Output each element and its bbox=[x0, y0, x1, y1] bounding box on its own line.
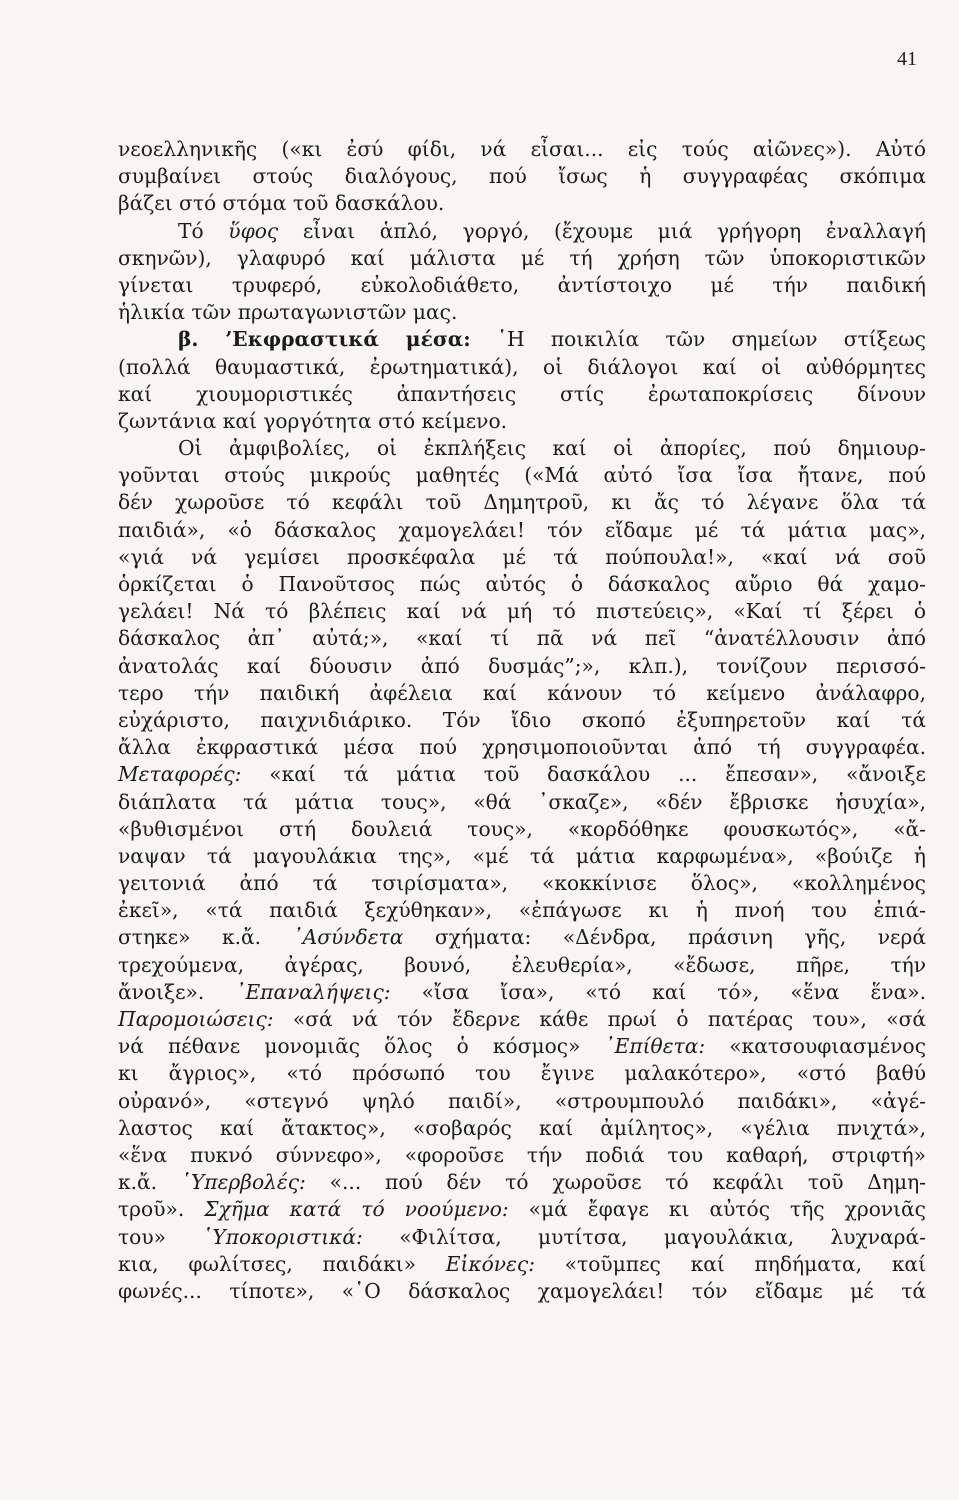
text-line bbox=[118, 1251, 926, 1278]
term-metafores: Μεταφορές: bbox=[118, 762, 242, 787]
text-run: «κατσουφιασμένος bbox=[705, 1034, 926, 1059]
page-number: 41 bbox=[897, 48, 917, 70]
text-line: εὐχάριστο, παιχνιδιάρικο. Τόν ἴδιο σκοπό ἐξυπηρετοῦν καί τά bbox=[118, 707, 926, 732]
text-run: στηκε» κ.ἄ. bbox=[118, 925, 293, 950]
text-run: τροῦ». bbox=[118, 1197, 205, 1222]
text-run: «μά ἔφαγε κι αὐτός τῆς χρονιᾶς bbox=[508, 1197, 926, 1222]
term-epitheta: ᾿Επίθετα: bbox=[604, 1034, 706, 1059]
text-line bbox=[118, 1033, 926, 1060]
term-yperboles: ῾Υπερβολές: bbox=[180, 1170, 306, 1195]
text-run: «ἴσα ἴσα», «τό καί τό», «ἕνα ἕνα». bbox=[390, 979, 926, 1004]
text-run: ἄνοιξε». bbox=[118, 979, 236, 1004]
text-run: «σά νά τόν ἔδερνε κάθε πρωί ὁ πατέρας του», «σά bbox=[273, 1007, 926, 1031]
text-line: «γιά νά γεμίσει προσκέφαλα μέ τά πούπουλα!», «καί νά σοῦ bbox=[118, 544, 926, 569]
term-asyndeta: ᾿Ασύνδετα bbox=[292, 925, 404, 950]
text-line bbox=[118, 1224, 926, 1251]
text-line bbox=[118, 979, 926, 1006]
text-line: ἡλικία τῶν πρωταγωνιστῶν μας. bbox=[118, 300, 458, 325]
text-line: ναψαν τά μαγουλάκια της», «μέ τά μάτια καρφωμένα», «βούιζε ἡ bbox=[118, 843, 926, 868]
term-schima: Σχῆμα κατά τό νοούμενο: bbox=[204, 1197, 509, 1222]
text-run: «τοῦμπες καί πηδήματα, καί bbox=[535, 1251, 926, 1276]
text-line: γελάει! Νά τό βλέπεις καί νά μή τό πιστεύεις», «Καί τί ξέρει ὁ bbox=[118, 599, 926, 624]
text-line bbox=[118, 761, 926, 788]
term-eikones: Εἰκόνες: bbox=[445, 1251, 535, 1276]
text-line: γίνεται τρυφερό, εὐκολοδιάθετο, ἀντίστοιχο μέ τήν παιδική bbox=[118, 272, 926, 297]
text-line: λαστος καί ἄτακτος», «σοβαρός καί ἀμίλητος», «γέλια πνιχτά», bbox=[118, 1115, 926, 1140]
text-line: σκηνῶν), γλαφυρό καί μάλιστα μέ τή χρήση τῶν ὑποκοριστικῶν bbox=[118, 245, 926, 270]
section-heading: β. ’Εκφραστικά μέσα: bbox=[178, 327, 471, 352]
text-line: τερο τήν παιδική ἀφέλεια καί κάνουν τό κείμενο ἀνάλαφρο, bbox=[118, 680, 926, 705]
text-line: ζωντάνια καί γοργότητα στό κείμενο. bbox=[118, 408, 508, 433]
text-line: «βυθισμένοι στή δουλειά τους», «κορδόθηκε φουσκωτός», «ἄ- bbox=[118, 816, 926, 841]
text-line bbox=[118, 1196, 926, 1223]
text-line: ἀνατολάς καί δύουσιν ἀπό δυσμάς”;», κλπ.), τονίζουν περισσό- bbox=[118, 653, 926, 678]
term-paromoioseis: Παρομοιώσεις: bbox=[118, 1007, 274, 1031]
term-yfos: ὕφος bbox=[228, 218, 279, 243]
text-line: διάπλατα τά μάτια τους», «θά ᾽σκαζε», «δέν ἔβρισκε ἡσυχία», bbox=[118, 789, 926, 814]
text-line: παιδιά», «ὁ δάσκαλος χαμογελάει! τόν εἴδαμε μέ τά μάτια μας», bbox=[118, 517, 926, 542]
text-run: ῾Η ποικιλία τῶν σημείων στίξεως bbox=[470, 327, 926, 352]
text-line bbox=[118, 924, 926, 951]
text-line: κι ἄγριος», «τό πρόσωπό του ἔγινε μαλακότερο», «στό βαθύ bbox=[118, 1061, 926, 1086]
text-line: βάζει στό στόμα τοῦ δασκάλου. bbox=[118, 191, 445, 216]
text-line: συμβαίνει στούς διαλόγους, πού ἴσως ἡ συγγραφέας σκόπιμα bbox=[118, 164, 926, 189]
text-line: δέν χωροῦσε τό κεφάλι τοῦ Δημητροῦ, κι ἄς τό λέγανε ὅλα τά bbox=[118, 490, 926, 515]
text-run: σχήματα: «Δένδρα, πράσινη γῆς, νερά bbox=[403, 925, 926, 950]
text-line bbox=[118, 218, 926, 245]
term-epanalipseis: ᾿Επαναλήψεις: bbox=[235, 979, 391, 1004]
text-line: ἄλλα ἐκφραστικά μέσα πού χρησιμοποιοῦνται ἀπό τή συγγραφέα. bbox=[118, 735, 926, 760]
text-run: κια, φωλίτσες, παιδάκι» bbox=[118, 1251, 446, 1276]
text-run: του» bbox=[118, 1224, 203, 1249]
text-run: Τό bbox=[178, 218, 229, 243]
text-run: «καί τά μάτια τοῦ δασκάλου ... ἔπεσαν», «ἄνοιξε bbox=[241, 762, 926, 787]
text-line: «ἕνα πυκνό σύννεφο», «φοροῦσε τήν ποδιά του καθαρή, στριφτή» bbox=[118, 1142, 926, 1167]
text-run: κ.ἄ. bbox=[118, 1170, 181, 1195]
text-line: ἐκεῖ», «τά παιδιά ξεχύθηκαν», «ἐπάγωσε κι ἡ πνοή του ἐπιά- bbox=[118, 898, 926, 923]
text-line: φωνές... τίποτε», «῾Ο δάσκαλος χαμογελάει! τόν εἴδαμε μέ τά bbox=[118, 1278, 926, 1303]
text-line: γειτονιά ἀπό τά τσιρίσματα», «κοκκίνισε ὅλος», «κολλημένος bbox=[118, 871, 926, 896]
text-run: νά πέθανε μονομιᾶς ὅλος ὁ κόσμος» bbox=[118, 1034, 605, 1059]
text-run: εἶναι ἁπλό, γοργό, (ἔχουμε μιά γρήγορη ἐναλλαγή bbox=[278, 218, 926, 243]
text-line bbox=[118, 1006, 926, 1033]
text-line: ὁρκίζεται ὁ Πανοῦτσος πώς αὐτός ὁ δάσκαλος αὔριο θά χαμο- bbox=[118, 572, 926, 596]
text-line: νεοελληνικῆς («κι ἐσύ φίδι, νά εἶσαι... εἰς τούς αἰῶνες»). Αὐτό bbox=[118, 137, 926, 161]
text-line: δάσκαλος ἀπ᾿ αὐτά;», «καί τί πᾶ νά πεῖ “ἀνατέλλουσιν ἀπό bbox=[118, 626, 926, 651]
text-run: «... πού δέν τό χωροῦσε τό κεφάλι τοῦ Δημη- bbox=[305, 1170, 926, 1195]
text-line: γοῦνται στούς μικρούς μαθητές («Μά αὐτό ἴσα ἴσα ἤτανε, πού bbox=[118, 463, 926, 488]
text-line bbox=[118, 326, 926, 353]
text-line: τρεχούμενα, ἀγέρας, βουνό, ἐλευθερία», «ἔδωσε, πῆρε, τήν bbox=[118, 952, 926, 977]
text-line bbox=[118, 1169, 926, 1196]
text-line: καί χιουμοριστικές ἀπαντήσεις στίς ἐρωταποκρίσεις δίνουν bbox=[118, 381, 926, 406]
text-line: Οἱ ἀμφιβολίες, οἱ ἐκπλήξεις καί οἱ ἀπορίες, πού δημιουρ- bbox=[178, 436, 926, 461]
text-run: «Φιλίτσα, μυτίτσα, μαγουλάκια, λυχναρά- bbox=[362, 1224, 926, 1249]
text-line: (πολλά θαυμαστικά, ἐρωτηματικά), οἱ διάλογοι καί οἱ αὐθόρμητες bbox=[118, 354, 926, 379]
term-ypokoristika: ῾Υποκοριστικά: bbox=[202, 1224, 363, 1249]
text-line: οὐρανό», «στεγνό ψηλό παιδί», «στρουμπουλό παιδάκι», «ἀγέ- bbox=[118, 1088, 926, 1113]
body-text bbox=[118, 136, 926, 1305]
